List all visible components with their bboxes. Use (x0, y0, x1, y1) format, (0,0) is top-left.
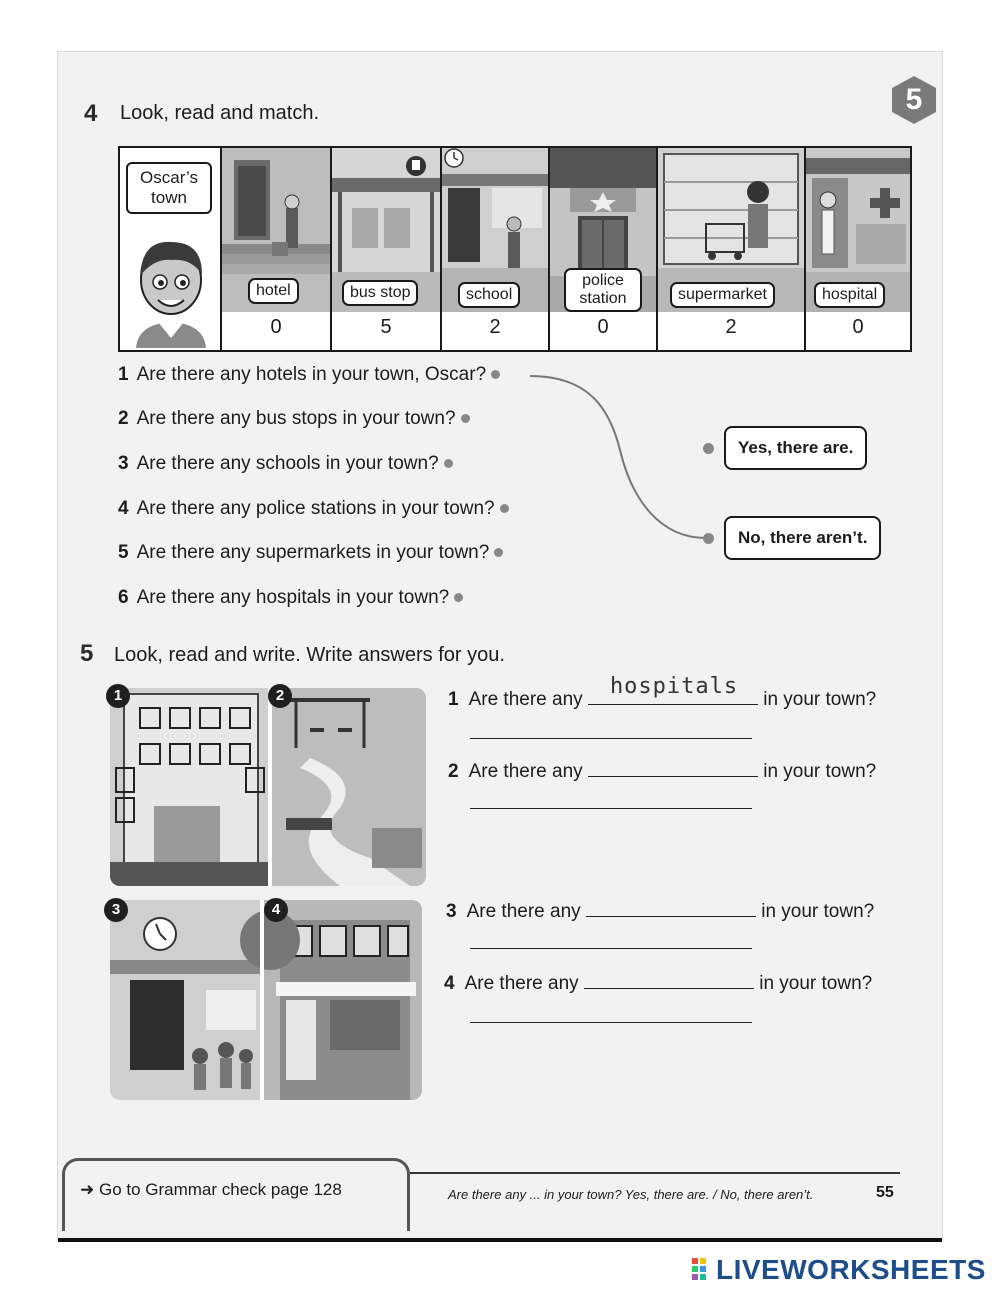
answer-line-3[interactable] (470, 948, 752, 949)
bus-stop-cell (332, 148, 442, 350)
arrow-right-icon: ➜ (80, 1180, 99, 1199)
oscar-cell (120, 148, 222, 350)
picture-panel-bottom (110, 900, 422, 1100)
write-question-3: 3 Are there any in your town? (446, 898, 874, 923)
picture-panel-top (110, 688, 426, 886)
match-question-1: 1 Are there any hotels in your town, Oscar? (118, 364, 500, 386)
liveworksheets-logo-icon (692, 1258, 714, 1280)
match-dot[interactable] (500, 504, 509, 513)
answer-yes-box: Yes, there are. (724, 426, 867, 470)
school-label: school (458, 282, 520, 308)
match-question-2: 2 Are there any bus stops in your town? (118, 408, 470, 430)
match-question-3: 3 Are there any schools in your town? (118, 453, 453, 475)
match-dot[interactable] (444, 459, 453, 468)
hotel-count: 0 (270, 316, 282, 338)
match-question-6: 6 Are there any hospitals in your town? (118, 587, 463, 609)
supermarket-count: 2 (725, 316, 737, 338)
footer-divider (410, 1172, 900, 1174)
oscar-boy-illustration (128, 228, 214, 348)
page-bottom-edge (58, 1238, 942, 1242)
unit-badge (888, 74, 940, 126)
answer-blank-2[interactable] (588, 758, 758, 777)
answer-dot-no[interactable] (703, 533, 714, 544)
liveworksheets-logo: LIVEWORKSHEETS (716, 1254, 986, 1285)
write-question-2: 2 Are there any in your town? (448, 758, 876, 783)
school-cell (442, 148, 550, 350)
answer-no-box: No, there aren’t. (724, 516, 881, 560)
match-dot[interactable] (461, 414, 470, 423)
answer-blank-1[interactable] (588, 674, 758, 705)
answer-dot-yes[interactable] (703, 443, 714, 454)
answer-blank-3[interactable] (586, 898, 756, 917)
school-count: 2 (489, 316, 501, 338)
match-question-5: 5 Are there any supermarkets in your town? (118, 542, 503, 564)
exercise-4-number: 4 (84, 100, 98, 127)
write-question-1: 1 Are there any hospitals in your town? (448, 674, 877, 710)
supermarket-cell (658, 148, 806, 350)
picture-number-1: 1 (106, 684, 130, 708)
hospital-cell (806, 148, 910, 350)
match-connector-line (520, 370, 720, 550)
town-picture-strip (118, 146, 912, 352)
picture-number-3: 3 (104, 898, 128, 922)
grammar-check-link[interactable]: ➜ Go to Grammar check page 128 (80, 1180, 342, 1199)
bus-stop-count: 5 (380, 316, 392, 338)
hospital-count: 0 (852, 316, 864, 338)
bus-stop-label: bus stop (342, 280, 418, 306)
police-station-cell (550, 148, 658, 350)
match-dot[interactable] (454, 593, 463, 602)
hospital-label: hospital (814, 282, 885, 308)
answer-line-4[interactable] (470, 1022, 752, 1023)
grammar-summary: Are there any ... in your town? Yes, there are. / No, there aren’t. (448, 1187, 814, 1202)
picture-number-2: 2 (268, 684, 292, 708)
hotel-cell (222, 148, 332, 350)
write-question-4: 4 Are there any in your town? (444, 970, 872, 995)
oscar-town-label: Oscar’s town (126, 162, 212, 214)
answer-line-2[interactable] (470, 808, 752, 809)
match-dot[interactable] (491, 370, 500, 379)
police-station-label: police station (564, 268, 642, 312)
answer-blank-4[interactable] (584, 970, 754, 989)
answer-line-1[interactable] (470, 738, 752, 739)
exercise-5-title: Look, read and write. Write answers for you. (114, 644, 505, 666)
handwritten-answer: hospitals (609, 674, 739, 699)
hotel-label: hotel (248, 278, 299, 304)
unit-number: 5 (905, 83, 923, 116)
match-question-4: 4 Are there any police stations in your town? (118, 498, 509, 520)
supermarket-label: supermarket (670, 282, 775, 308)
page-number: 55 (876, 1184, 894, 1201)
match-dot[interactable] (494, 548, 503, 557)
exercise-5-number: 5 (80, 640, 94, 667)
police-station-count: 0 (597, 316, 609, 338)
picture-number-4: 4 (264, 898, 288, 922)
exercise-4-title: Look, read and match. (120, 102, 320, 124)
